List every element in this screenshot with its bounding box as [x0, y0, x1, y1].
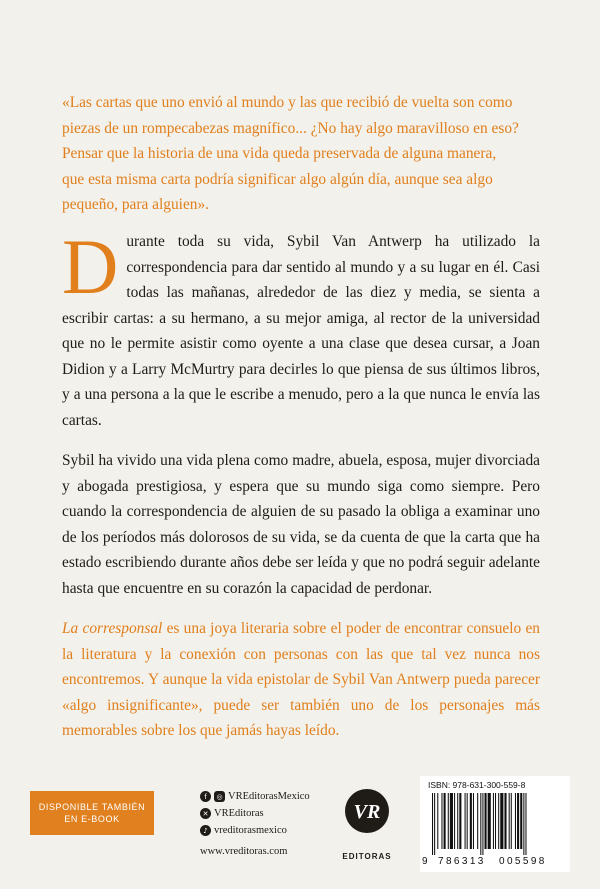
ebook-badge: [30, 791, 154, 835]
tiktok-icon: ♪: [200, 825, 211, 836]
quote-line: Pensar que la historia de una vida queda preservada de alguna manera,: [62, 145, 497, 162]
synopsis-paragraph-2: Sybil ha vivido una vida plena como madre, abuela, esposa, mujer divorciada y abogada prestigiosa, y espera que su mundo siga como siempre. Pero cuando la correspondencia de alguien de su pasado la obliga a examinar uno de los períodos más dolorosos de su vida, se da cuenta de que la carta que ha estado escribiendo durante años debe ser leída y que no podrá seguir adelante hasta que encuentre en su corazón la capacidad de perdonar.: [62, 452, 540, 597]
facebook-icon: f: [200, 791, 211, 802]
instagram-icon: ◎: [214, 791, 225, 802]
x-handle: VREditoras: [214, 808, 264, 819]
website-link[interactable]: www.vreditoras.com: [200, 846, 288, 857]
quote-line: que esta misma carta podría significar algo algún día, aunque sea algo: [62, 170, 493, 188]
quote-line: pequeño, para alguien».: [62, 196, 210, 213]
isbn-label: ISBN: 978-631-300-559-8: [428, 780, 526, 790]
quote-line: «Las cartas que uno envió al mundo y las que recibió de vuelta son como: [62, 94, 513, 111]
publisher-logo-letters: VR: [353, 801, 381, 823]
publisher-name: EDITORAS: [342, 852, 392, 861]
tiktok-handle: vreditorasmexico: [214, 825, 287, 836]
social-row-x[interactable]: [200, 805, 310, 822]
social-row-tiktok[interactable]: [200, 822, 310, 839]
ebook-badge-line-2: EN E-BOOK: [64, 814, 120, 824]
social-row-facebook-instagram[interactable]: [200, 788, 310, 805]
synopsis-closing-paragraph: [62, 616, 540, 744]
drop-cap: D: [62, 223, 119, 310]
social-links: [200, 788, 310, 860]
quote-line: piezas de un rompecabezas magnífico... ¿No hay algo maravilloso en eso?: [62, 119, 519, 137]
x-icon: ✕: [200, 808, 211, 819]
ebook-badge-line-1: DISPONIBLE TAMBIÉN: [38, 802, 146, 812]
paragraph-text: urante toda su vida, Sybil Van Antwerp ha utilizado la correspondencia para dar sentido al mundo y a su lugar en él. Casi todas las mañanas, alrededor de las diez y media, se sienta a escribir cartas: a su hermano, a su mejor amiga, al rector de la universidad que no le permite asistir como oyente a una clase que desea cursar, a Joan Didion y a Larry McMurtry para decirles lo que piensa de sus últimos libros, y a una persona a la que le escribe a menudo, pero a la que nunca le envía las cartas.: [62, 233, 540, 429]
isbn-digit-group-1: 786313: [438, 856, 486, 867]
barcode-bars: [432, 793, 558, 855]
isbn-digit-group-2: 005598: [499, 856, 547, 867]
synopsis-paragraph-1: [62, 223, 540, 433]
isbn-digit-first: 9: [422, 856, 428, 867]
epigraph-quote: [62, 90, 540, 218]
paragraph-text: es una joya literaria sobre el poder de encontrar consuelo en la literatura y la conexión con personas con las que tal vez nunca nos encontremos. Y aunque la vida epistolar de Sybil Van Antwerp pueda parecer «algo insignificante», puede ser también uno de los personajes más memorables sobre los que jamás hayas leído.: [62, 620, 540, 739]
isbn-barcode: [420, 776, 570, 872]
facebook-instagram-handle: VREditorasMexico: [228, 791, 310, 802]
book-title: La corresponsal: [62, 620, 163, 637]
publisher-logo: [344, 788, 390, 850]
synopsis: [62, 223, 540, 744]
